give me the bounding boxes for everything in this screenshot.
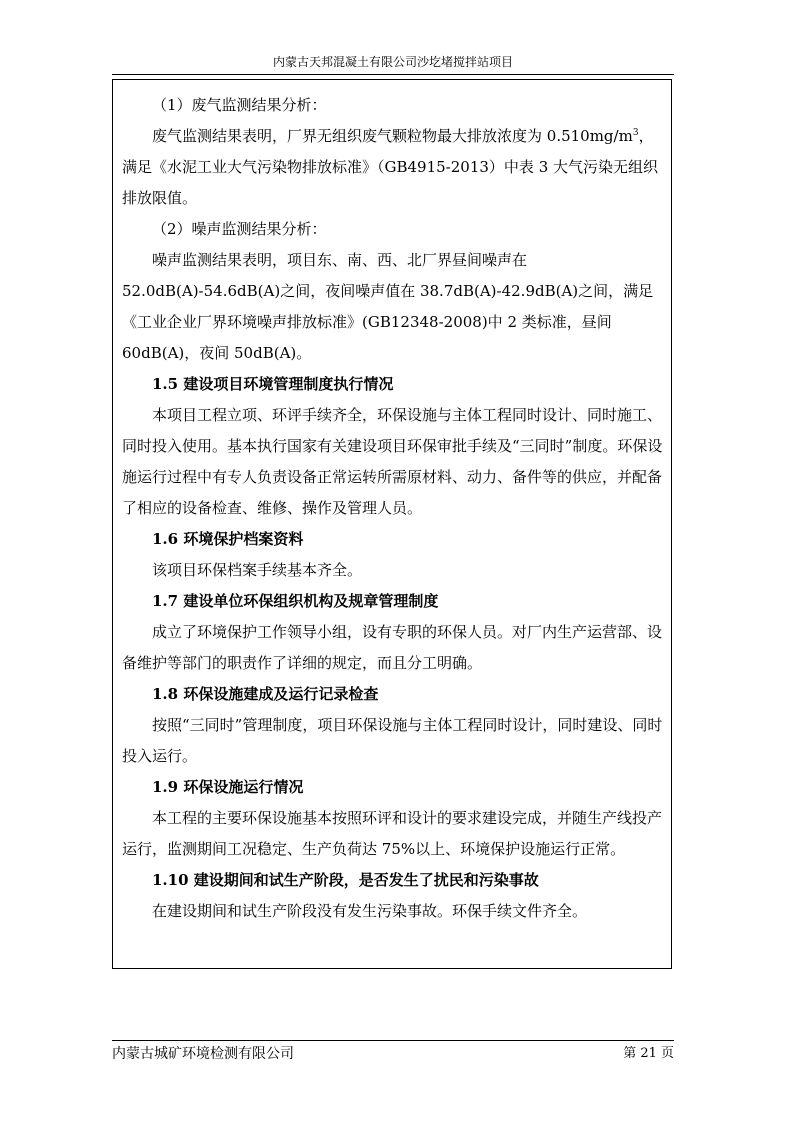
section-1-6-paragraph: 该项目环保档案手续基本齐全。 <box>152 561 363 579</box>
waste-gas-title: （1）废气监测结果分析： <box>152 96 327 114</box>
noise-title: （2）噪声监测结果分析： <box>152 220 327 238</box>
waste-gas-text-a: 废气监测结果表明，厂界无组织废气颗粒物最大排放浓度为 0.510mg/m <box>152 127 633 145</box>
header-title: 内蒙古天邦混凝土有限公司沙圪堵搅拌站项目 <box>272 55 513 69</box>
section-1-10-heading: 1.10 建设期间和试生产阶段，是否发生了扰民和污染事故 <box>152 871 539 889</box>
section-1-5-heading: 1.5 建设项目环境管理制度执行情况 <box>152 375 394 393</box>
waste-gas-paragraph <box>122 121 666 214</box>
noise-paragraph: 噪声监测结果表明，项目东、南、西、北厂界昼间噪声在 52.0dB(A)-54.6dB(A)之间，夜间噪声值在 38.7dB(A)-42.9dB(A)之间，满足《工业企业厂界环境噪声排放标准》(GB12348-2008)中 2 类标准，昼间 60dB(A)，夜间 50dB(A)。 <box>122 251 654 362</box>
page-header <box>112 50 674 75</box>
report-body <box>122 90 666 927</box>
section-1-7-heading: 1.7 建设单位环保组织机构及规章管理制度 <box>152 592 439 610</box>
section-1-8-heading: 1.8 环保设施建成及运行记录检查 <box>152 685 379 703</box>
section-1-10-paragraph: 在建设期间和试生产阶段没有发生污染事故。环保手续文件齐全。 <box>152 902 588 920</box>
footer-company: 内蒙古城矿环境检测有限公司 <box>112 1046 294 1062</box>
waste-gas-superscript: 3 <box>632 128 639 138</box>
section-1-9-paragraph: 本工程的主要环保设施基本按照环评和设计的要求建设完成，并随生产线投产运行，监测期间工况稳定、生产负荷达 75%以上、环境保护设施运行正常。 <box>122 809 663 858</box>
page-number: 第 21 页 <box>623 1046 674 1061</box>
section-1-8-paragraph: 按照“三同时”管理制度，项目环保设施与主体工程同时设计，同时建设、同时投入运行。 <box>122 716 663 765</box>
waste-gas-text-b: ，满足《水泥工业大气污染物排放标准》（GB4915-2013）中表 3 大气污染无组织排放限值。 <box>122 127 659 207</box>
section-1-9-heading: 1.9 环保设施运行情况 <box>152 778 304 796</box>
section-1-6-heading: 1.6 环境保护档案资料 <box>152 530 304 548</box>
section-1-7-paragraph: 成立了环境保护工作领导小组，设有专职的环保人员。对厂内生产运营部、设备维护等部门的职责作了详细的规定，而且分工明确。 <box>122 623 663 672</box>
section-1-5-paragraph: 本项目工程立项、环评手续齐全，环保设施与主体工程同时设计、同时施工、同时投入使用。基本执行国家有关建设项目环保审批手续及“三同时”制度。环保设施运行过程中有专人负责设备正常运转所需原材料、动力、备件等的供应，并配备了相应的设备检查、维修、操作及管理人员。 <box>122 406 663 517</box>
page-footer <box>112 1040 674 1063</box>
